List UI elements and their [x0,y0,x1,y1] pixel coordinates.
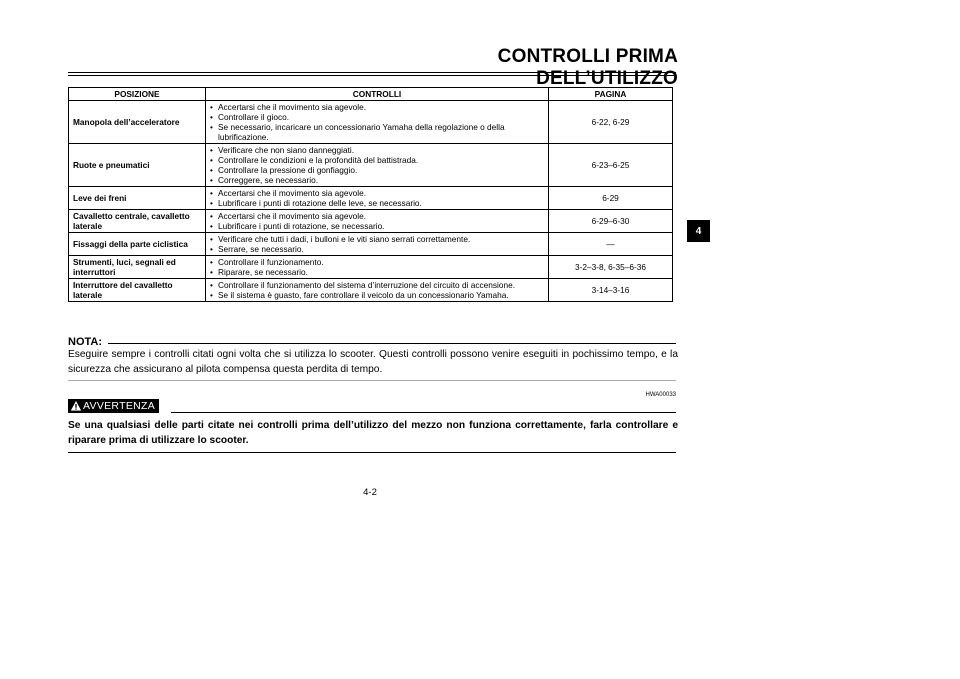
row-checks [206,101,549,144]
note-label: NOTA: [68,336,103,348]
check-item: • Verificare che non siano danneggiati. [210,145,355,155]
row-checks [206,210,549,233]
warning-rule [171,412,676,413]
chapter-tab: 4 [687,220,710,242]
note-text: Eseguire sempre i controlli citati ogni volta che si utilizza lo scooter. Questi controlli possono venire eseguiti in pochissimo tempo, e la sicurezza che assicurano al pilota compensa questa perdita di tempo. [68,349,678,375]
table-row [69,256,673,279]
row-position: Strumenti, luci, segnali ed interruttori [69,256,206,279]
warning-text: Se una qualsiasi delle parti citate nei controlli prima dell’utilizzo del mezzo non funziona correttamente, farla controllare e riparare prima di utilizzare lo scooter. [68,420,678,446]
page-number: 4-2 [363,487,377,498]
check-item: • Verificare che tutti i dadi, i bulloni e le viti siano serrati correttamente. [210,234,471,244]
page-title: CONTROLLI PRIMA DELL’UTILIZZO [497,46,678,89]
check-item: • Se necessario, incaricare un concessionario Yamaha della regolazione o della lubrificazione. [210,122,505,142]
check-item: • Controllare il funzionamento del sistema d’interruzione del circuito di accensione. [210,280,515,290]
row-position: Leve dei freni [69,187,206,210]
row-checks [206,233,549,256]
row-page: 3-2–3-8, 6-35–6-36 [549,256,673,279]
row-checks [206,144,549,187]
row-page: 6-29 [549,187,673,210]
check-item: • Se il sistema è guasto, fare controllare il veicolo da un concessionario Yamaha. [210,290,509,300]
table-row [69,101,673,144]
warning-label: AVVERTENZA [83,400,156,412]
title-rule-secondary [68,75,676,76]
pre-operation-checks-table [68,87,673,302]
check-item: • Riparare, se necessario. [210,267,308,277]
row-checks [206,187,549,210]
row-page: 3-14–3-16 [549,279,673,302]
table-row [69,233,673,256]
check-item: • Correggere, se necessario. [210,175,319,185]
check-item: • Accertarsi che il movimento sia agevole. [210,211,367,221]
header-page: PAGINA [549,88,673,101]
header-position: POSIZIONE [69,88,206,101]
row-page: — [549,233,673,256]
check-item: • Controllare le condizioni e la profondità del battistrada. [210,155,419,165]
row-checks [206,256,549,279]
check-item: • Accertarsi che il movimento sia agevole. [210,102,367,112]
check-item: • Lubrificare i punti di rotazione delle leve, se necessario. [210,198,422,208]
title-rule [68,72,676,73]
row-position: Manopola dell’acceleratore [69,101,206,144]
warning-code: HWA00033 [645,392,676,398]
table-row [69,210,673,233]
row-position: Fissaggi della parte ciclistica [69,233,206,256]
note-rule [108,343,676,344]
row-position: Interruttore del cavalletto laterale [69,279,206,302]
check-item: • Controllare il funzionamento. [210,257,324,267]
check-item: • Controllare la pressione di gonfiaggio. [210,165,358,175]
row-page: 6-23–6-25 [549,144,673,187]
row-page: 6-22, 6-29 [549,101,673,144]
table-row [69,279,673,302]
row-position: Cavalletto centrale, cavalletto laterale [69,210,206,233]
note-separator [68,380,676,381]
row-page: 6-29–6-30 [549,210,673,233]
header-checks: CONTROLLI [206,88,549,101]
table-row [69,144,673,187]
row-checks [206,279,549,302]
check-item: • Serrare, se necessario. [210,244,304,254]
table-header-row [69,88,673,101]
warning-triangle-icon [70,400,82,412]
row-position: Ruote e pneumatici [69,144,206,187]
table-row [69,187,673,210]
check-item: • Controllare il gioco. [210,112,290,122]
warning-badge [68,399,159,413]
check-item: • Accertarsi che il movimento sia agevole. [210,188,367,198]
warning-end-rule [68,452,676,453]
check-item: • Lubrificare i punti di rotazione, se necessario. [210,221,385,231]
